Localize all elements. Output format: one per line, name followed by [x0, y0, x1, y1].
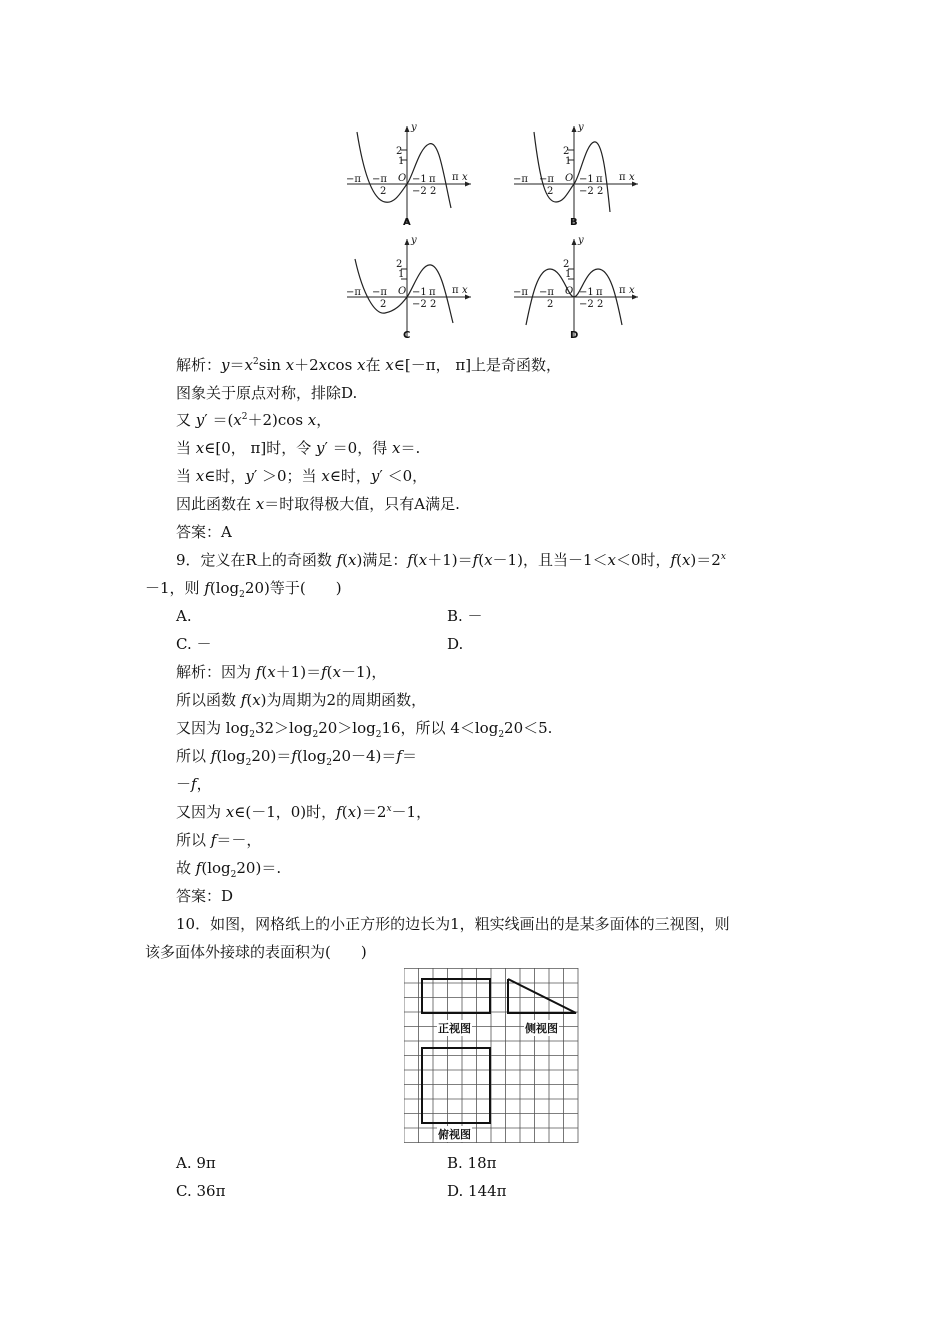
origin-label: O	[398, 286, 407, 297]
tick-neg-pi-half: −π	[539, 174, 554, 185]
three-view-grid	[404, 968, 579, 1144]
tick-neg-pi-half: −π	[372, 174, 387, 185]
solution8-line1: 解析：$y=x^2\sin$ x＋2xcos x在 x∈[－π， π]上是奇函数，	[176, 356, 562, 374]
axis-x-label: x	[462, 285, 468, 296]
origin-label: O	[565, 286, 574, 297]
q9-option-b[interactable]: B. －	[447, 607, 483, 625]
q10-option-b[interactable]: B. 18π	[447, 1154, 497, 1172]
q9-sol-line1: 解析：因为 f(x＋1)＝f(x－1)，	[176, 663, 387, 681]
axis-x-label: x	[629, 285, 635, 296]
q10-line2: 该多面体外接球的表面积为( )	[145, 943, 367, 961]
tick-neg2: −2	[412, 186, 427, 197]
tick-two: 2	[396, 259, 403, 270]
solution8-line6: 因此函数在 x＝时取得极大值，只有A满足.	[176, 495, 460, 513]
tick-pi: π	[619, 172, 626, 183]
tick-two: 2	[563, 259, 570, 270]
solution8-line3: 又 $y' =(x^2+2)\cos$ x，	[176, 411, 332, 429]
axis-x-label: x	[462, 172, 468, 183]
three-view-figure	[404, 968, 579, 1144]
solution8-line2: 图象关于原点对称，排除D.	[176, 384, 358, 402]
side-view-label: 侧视图	[525, 1022, 558, 1035]
graph-b-label: B	[570, 217, 578, 228]
origin-label: O	[398, 173, 407, 184]
q10-line1: 10．如图，网格纸上的小正方形的边长为1，粗实线画出的是某多面体的三视图，则	[176, 915, 730, 933]
tick-neg-pi: −π	[513, 287, 528, 298]
tick-one: 1	[565, 269, 572, 280]
solution8-answer: 答案：A	[176, 523, 232, 541]
tick-neg1: −1	[579, 174, 594, 185]
tick-pi-half-den: 2	[597, 299, 604, 310]
tick-neg1: −1	[412, 174, 427, 185]
tick-neg-pi: −π	[513, 174, 528, 185]
tick-two: 2	[563, 146, 570, 157]
q9-line2: －1，则 $f(\log_220)$等于( )	[145, 579, 342, 600]
q9-option-d[interactable]: D.	[447, 635, 464, 653]
q9-sol-line6: 又因为 x∈(－1，0)时，$f(x)=2^x-1$，	[176, 803, 432, 821]
origin-label: O	[565, 173, 574, 184]
q9-option-a[interactable]: A.	[176, 607, 192, 625]
tick-neg-pi-half-den: 2	[547, 186, 554, 197]
q9-answer: 答案：D	[176, 887, 234, 905]
q10-option-d[interactable]: D. 144π	[447, 1182, 507, 1200]
tick-pi: π	[452, 172, 459, 183]
graph-d-label: D	[570, 330, 579, 341]
q10-option-c[interactable]: C. 36π	[176, 1182, 226, 1200]
tick-pi-half: π	[596, 287, 603, 298]
tick-neg-pi-half: −π	[539, 287, 554, 298]
tick-pi-half: π	[596, 174, 603, 185]
tick-neg1: −1	[579, 287, 594, 298]
tick-pi: π	[452, 285, 459, 296]
tick-neg2: −2	[579, 186, 594, 197]
q9-sol-line7: 所以 f＝－，	[176, 831, 262, 849]
solution8-line5: 当 x∈时，y′ ＞0；当 x∈时，y′ ＜0，	[176, 467, 428, 485]
tick-one: 1	[565, 156, 572, 167]
tick-neg1: −1	[412, 287, 427, 298]
q10-option-a[interactable]: A. 9π	[176, 1154, 216, 1172]
q9-sol-line4: 所以 $f(\log_220)=f(\log_220-4)=f=$	[176, 747, 417, 768]
tick-one: 1	[398, 269, 405, 280]
tick-neg-pi-half-den: 2	[380, 186, 387, 197]
tick-neg-pi: −π	[346, 174, 361, 185]
tick-pi-half: π	[429, 287, 436, 298]
tick-two: 2	[396, 146, 403, 157]
tick-neg-pi-half-den: 2	[547, 299, 554, 310]
tick-neg-pi-half: −π	[372, 287, 387, 298]
solution8-line4: 当 x∈[0， π]时，令 y′ ＝0，得 x＝.	[176, 439, 421, 457]
q9-line1: 9．定义在R上的奇函数 f(x)满足：f(x＋1)＝f(x－1)，且当－1＜x＜0时，$f(x)=2^x$	[176, 551, 726, 569]
top-view-label: 俯视图	[438, 1128, 471, 1141]
tick-neg-pi-half-den: 2	[380, 299, 387, 310]
tick-pi-half: π	[429, 174, 436, 185]
q9-sol-line5: －f，	[176, 775, 212, 793]
graph-c-label: C	[403, 330, 411, 341]
tick-pi: π	[619, 285, 626, 296]
q9-sol-line8: 故 $f(\log_220)=$.	[176, 859, 282, 880]
tick-pi-half-den: 2	[430, 299, 437, 310]
q9-sol-line2: 所以函数 f(x)为周期为2的周期函数，	[176, 691, 427, 709]
q9-sol-line3: 又因为 $\log_232>\log_220>\log_216$，所以 $4<\log_220<5$.	[176, 719, 553, 740]
q9-option-c[interactable]: C. －	[176, 635, 212, 653]
axis-y-label: y	[578, 235, 584, 246]
tick-neg-pi: −π	[346, 287, 361, 298]
tick-neg2: −2	[579, 299, 594, 310]
tick-pi-half-den: 2	[430, 186, 437, 197]
tick-pi-half-den: 2	[597, 186, 604, 197]
axis-x-label: x	[629, 172, 635, 183]
axis-y-label: y	[578, 122, 584, 133]
graph-a-label: A	[403, 217, 411, 228]
tick-neg2: −2	[412, 299, 427, 310]
axis-y-label: y	[411, 122, 417, 133]
axis-y-label: y	[411, 235, 417, 246]
tick-one: 1	[398, 156, 405, 167]
front-view-label: 正视图	[438, 1022, 471, 1035]
